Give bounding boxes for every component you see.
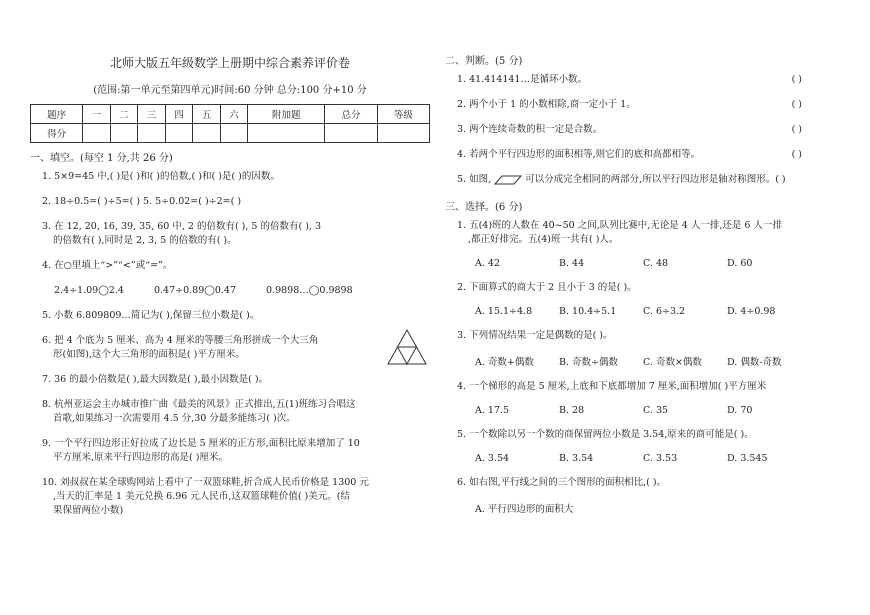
option-d[interactable]: D. 偶数-奇数	[727, 357, 782, 368]
question-1-5: 5. 小数 6.809809…简记为( ),保留三位小数是( )。	[42, 310, 260, 321]
score-header-cell: 四	[165, 105, 192, 124]
choice-question-1	[457, 219, 850, 247]
option-c[interactable]: C. 3.53	[643, 453, 678, 464]
option-c[interactable]: C. 35	[643, 405, 669, 416]
score-header-cell: 题序	[31, 105, 83, 124]
option-a[interactable]: A. 42	[475, 258, 500, 269]
score-row-label: 得分	[31, 124, 83, 143]
score-cell[interactable]	[165, 124, 192, 143]
score-cell[interactable]	[138, 124, 165, 143]
section-2-heading: 二、判断。(5 分)	[445, 56, 523, 67]
option-b[interactable]: B. 奇数÷偶数	[559, 357, 618, 368]
option-b[interactable]: B. 10.4÷5.1	[559, 306, 617, 317]
question-1-8-line1: 8. 杭州亚运会主办城市推广曲《最美的风景》正式推出,五(1)班练习合唱这	[42, 399, 356, 410]
question-1-8	[42, 398, 430, 426]
option-d[interactable]: D. 3.545	[727, 453, 768, 464]
score-cell[interactable]	[325, 124, 377, 143]
section-3-heading: 三、选择。(6 分)	[445, 202, 523, 213]
question-1-6	[42, 334, 430, 362]
question-1-3	[42, 220, 430, 248]
question-1-9-line1: 9. 一个平行四边形正好拉成了边长是 5 厘米的正方形,面积比原来增加了 10	[42, 438, 360, 449]
choice-question-4: 4. 一个梯形的高是 5 厘米,上底和下底都增加 7 厘米,面积增加( )平方厘米	[457, 381, 767, 392]
question-1-10-line3: 果保留两位小数)	[53, 505, 124, 516]
option-d[interactable]: D. 70	[727, 405, 753, 416]
option-a[interactable]: A. 17.5	[475, 405, 510, 416]
answer-paren[interactable]: ( )	[791, 74, 802, 85]
question-1-9	[42, 437, 430, 465]
judge-text-pre: 5. 如图,	[457, 174, 492, 185]
score-cell[interactable]	[83, 124, 110, 143]
judge-text: 4. 若两个平行四边形的面积相等,则它们的底和高都相等。	[457, 149, 701, 160]
option-b[interactable]: B. 44	[559, 258, 585, 269]
score-table-row	[31, 124, 430, 143]
question-1-10	[42, 476, 430, 518]
exam-subtitle: (范围:第一单元至第四单元)时间:60 分钟 总分:100 分+10 分	[93, 85, 367, 96]
question-1-10-line1: 10. 刘叔叔在某全球购网站上看中了一双篮球鞋,折合成人民币价格是 1300 元	[42, 477, 369, 488]
judge-item	[457, 123, 850, 137]
question-1-1: 1. 5×9=45 中,( )是( )和( )的倍数,( )和( )是( )的因数。	[42, 171, 280, 182]
section-1-heading: 一、填空。(每空 1 分,共 26 分)	[30, 153, 173, 164]
choice-options	[475, 405, 850, 416]
option-b[interactable]: B. 28	[559, 405, 585, 416]
judge-item	[457, 173, 850, 187]
score-header-cell: 总分	[325, 105, 377, 124]
answer-paren[interactable]: ( )	[791, 149, 802, 160]
score-header-cell: 等级	[377, 105, 429, 124]
choice-question-5: 5. 一个数除以另一个数的商保留两位小数是 3.54,原来的商可能是( )。	[457, 429, 754, 440]
choice-question-2: 2. 下面算式的商大于 2 且小于 3 的是( )。	[457, 282, 637, 293]
option-a[interactable]: A. 3.54	[475, 453, 510, 464]
compare-item: 0.47÷0.89◯0.47	[153, 285, 237, 296]
question-1-3-line2: 的倍数有( ),同时是 2, 3, 5 的倍数的有( )。	[53, 235, 237, 246]
question-1-3-line1: 3. 在 12, 20, 16, 39, 35, 60 中, 2 的倍数有( ), 5 的倍数有( ), 3	[42, 221, 322, 232]
judge-item	[457, 148, 850, 162]
option-a[interactable]: A. 平行四边形的面积大	[475, 504, 574, 515]
right-column	[445, 48, 850, 527]
choice-options	[475, 453, 850, 464]
judge-item	[457, 98, 850, 112]
score-cell[interactable]	[248, 124, 325, 143]
option-d[interactable]: D. 60	[727, 258, 753, 269]
choice-question-6: 6. 如右图,平行线之间的三个图形的面积相比,( )。	[457, 477, 667, 488]
question-1-6-line2: 形(如图),这个大三角形的面积是( )平方厘米。	[53, 349, 245, 360]
choice-question-1-line1: 1. 五(4)班的人数在 40~50 之间,队列比赛中,无论是 4 人一排,还是 6 人一排	[457, 220, 782, 231]
choice-options	[475, 258, 850, 269]
score-table-header-row	[31, 105, 430, 124]
exam-title: 北师大版五年级数学上册期中综合素养评价卷	[109, 56, 350, 70]
score-header-cell: 附加题	[248, 105, 325, 124]
score-header-cell: 六	[220, 105, 247, 124]
judge-item	[457, 73, 850, 87]
answer-paren[interactable]: ( )	[791, 124, 802, 135]
answer-paren[interactable]: ( )	[791, 99, 802, 110]
question-1-4-items	[54, 284, 430, 298]
question-1-8-line2: 首歌,如果练习一次需要用 4.5 分,30 分最多能练习( )次。	[53, 413, 296, 424]
score-cell[interactable]	[377, 124, 429, 143]
option-c[interactable]: C. 奇数×偶数	[643, 357, 702, 368]
compare-item: 2.4÷1.09◯2.4	[54, 285, 124, 296]
score-header-cell: 五	[193, 105, 220, 124]
parallelogram-icon	[494, 175, 522, 185]
score-cell[interactable]	[220, 124, 247, 143]
question-1-10-line2: ,当天的汇率是 1 美元兑换 6.96 元人民币,这双篮球鞋价值( )美元。(结	[53, 491, 350, 502]
question-1-6-line1: 6. 把 4 个底为 5 厘米、高为 4 厘米的等腰三角形拼成一个大三角	[42, 335, 319, 346]
score-cell[interactable]	[193, 124, 220, 143]
question-1-4: 4. 在○里填上“>”“<”或“=”。	[42, 260, 173, 271]
choice-question-3: 3. 下列情况结果一定是偶数的是( )。	[457, 330, 613, 341]
option-a[interactable]: A. 奇数+偶数	[475, 357, 534, 368]
option-c[interactable]: C. 48	[643, 258, 669, 269]
score-header-cell: 三	[138, 105, 165, 124]
judge-text-post: 可以分成完全相同的两部分,所以平行四边形是轴对称图形。( )	[525, 174, 786, 185]
choice-options	[475, 501, 850, 515]
option-c[interactable]: C. 6÷3.2	[643, 306, 686, 317]
triangle-figure-icon	[386, 328, 428, 366]
score-header-cell: 一	[83, 105, 110, 124]
choice-question-1-line2: ,都正好排完。五(4)班一共有( )人。	[468, 234, 619, 245]
compare-item: 0.9898…◯0.9898	[266, 285, 353, 296]
question-1-2: 2. 18÷0.5=( )÷5=( ) 5. 5÷0.02=( )÷2=( )	[42, 196, 242, 207]
option-d[interactable]: D. 4÷0.98	[727, 306, 776, 317]
question-1-7: 7. 36 的最小倍数是( ),最大因数是( ),最小因数是( )。	[42, 374, 269, 385]
score-cell[interactable]	[110, 124, 137, 143]
question-1-9-line2: 平方厘米,原来平行四边形的高是( )厘米。	[53, 452, 228, 463]
judge-text: 2. 两个小于 1 的小数相除,商一定小于 1。	[457, 99, 636, 110]
option-b[interactable]: B. 3.54	[559, 453, 594, 464]
left-column	[30, 48, 430, 529]
option-a[interactable]: A. 15.1÷4.8	[475, 306, 533, 317]
judge-text: 1. 41.414141…是循环小数。	[457, 74, 587, 85]
score-header-cell: 二	[110, 105, 137, 124]
choice-options	[475, 306, 850, 317]
judge-text: 3. 两个连续奇数的积一定是合数。	[457, 124, 603, 135]
score-table	[30, 104, 430, 143]
choice-options	[475, 354, 850, 368]
